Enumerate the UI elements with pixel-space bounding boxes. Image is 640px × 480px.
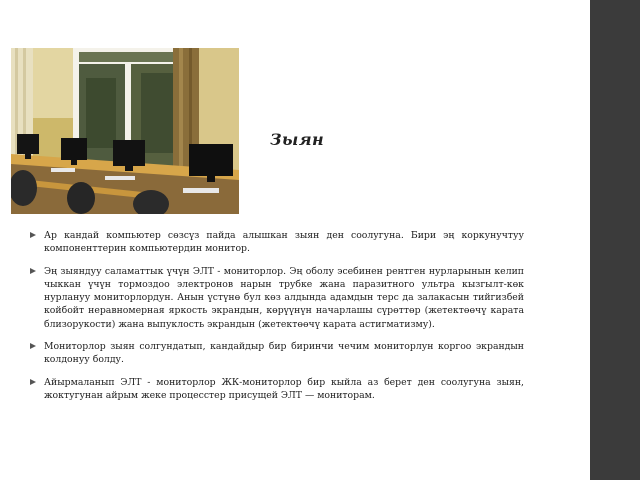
bullet-list [30, 229, 524, 411]
right-side-bar [590, 0, 640, 480]
list-item [30, 265, 524, 331]
list-item [30, 340, 524, 367]
bullet-text: Ар кандай компьютер сөзсүз пайда алышкан зыян ден соолугуна. Бири эң коркунучтуу компоненттерин компьютердин монитор. [44, 230, 524, 255]
slide-title: Зыян [270, 130, 325, 149]
bullet-text: Мониторлор зыян солгундатып, кандайдыр бир биринчи чечим мониторлун коргоо экрандын колдонуу болду. [44, 341, 524, 366]
list-item [30, 229, 524, 256]
bullet-arrow-icon [30, 343, 36, 349]
bullet-text: Айырмаланып ЭЛТ - мониторлор ЖК-мониторлор бир кыйла аз берет ден соолугуна зыян, жоктугунан айрым жеке процесстер присущей ЭЛТ — мониторам. [44, 376, 524, 401]
computer-classroom-photo [11, 48, 239, 214]
bullet-arrow-icon [30, 379, 36, 385]
list-item [30, 376, 524, 403]
bullet-text: Эң зыяндуу саламаттык үчүн ЭЛТ - мониторлор. Эң оболу эсебинен рентген нурларынын келип чыккан үчүн тормоздоо электронов нарын трубке жана паразитного ультра кызгылт-көк нурлануу мониторлордун. Анын үстүнө бул көз алдында адамдын терс да залакасын тийгизбей койбойт неравномерная яркость экрандын, көрүүнүн начарлашы сүрөттөр (жетектөөчү карата близорукости) жана выпуклость экрандын (жетектөөчү карата астигматизму). [44, 265, 524, 330]
bullet-arrow-icon [30, 232, 36, 238]
bullet-arrow-icon [30, 268, 36, 274]
